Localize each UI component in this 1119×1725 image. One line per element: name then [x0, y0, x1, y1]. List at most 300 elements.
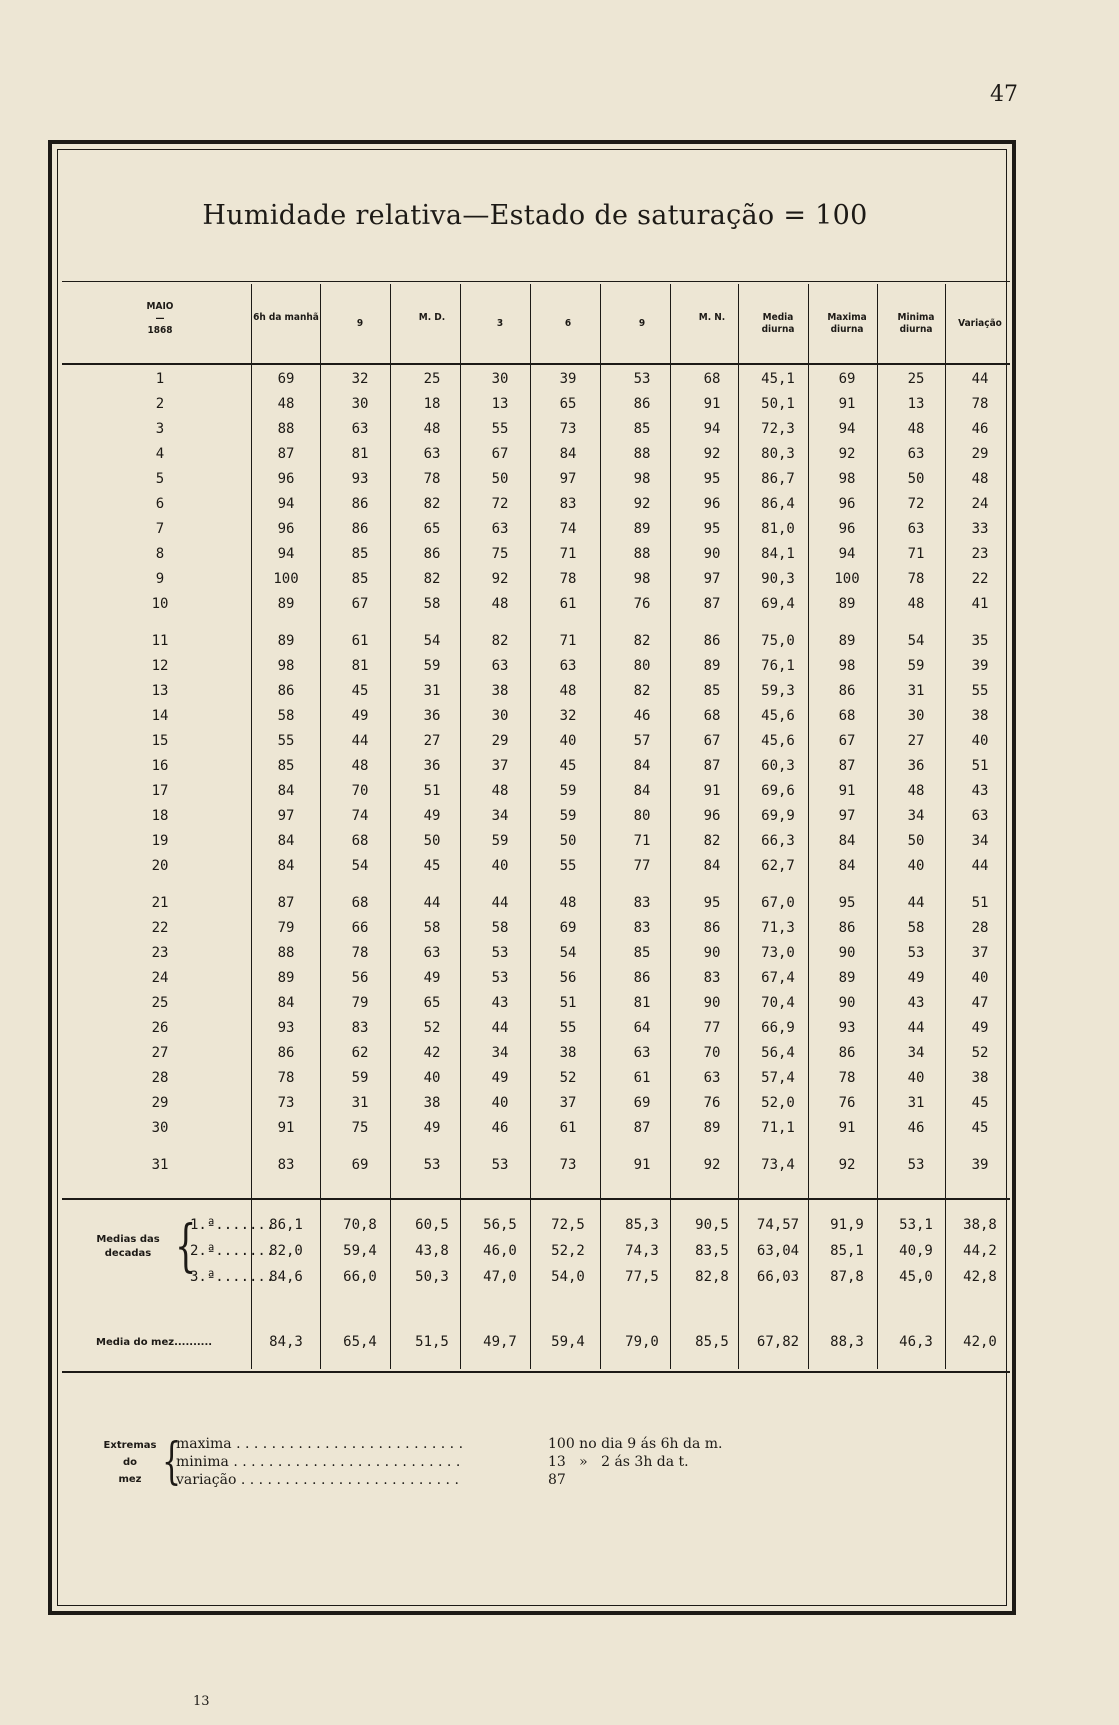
day-value: 93	[838, 1020, 856, 1036]
day-value: 44	[351, 733, 369, 749]
day-value: 83	[633, 920, 651, 936]
day-value: 41	[971, 596, 989, 612]
decade-value: 54,0	[551, 1269, 585, 1285]
day-value: 50	[559, 833, 577, 849]
day-value: 94	[277, 546, 295, 562]
day-value: 50	[423, 833, 441, 849]
day-value: 84	[633, 783, 651, 799]
day-value: 83	[559, 496, 577, 512]
day-value: 62,7	[761, 858, 795, 874]
day-value: 98	[633, 571, 651, 587]
day-value: 33	[971, 521, 989, 537]
day-value: 96	[703, 496, 721, 512]
day-value: 24	[971, 496, 989, 512]
day-number: 11	[151, 633, 169, 649]
header-col: Variação	[958, 318, 1002, 329]
day-value: 77	[633, 858, 651, 874]
day-value: 64	[633, 1020, 651, 1036]
day-value: 48	[559, 895, 577, 911]
decade-value: 66,03	[756, 1269, 800, 1285]
day-number: 4	[155, 446, 165, 462]
extreme-label: variação . . . . . . . . . . . . . . . . . . . . . . . . .	[176, 1472, 459, 1488]
decade-value: 85,1	[830, 1243, 864, 1259]
day-value: 84	[277, 783, 295, 799]
day-value: 92	[703, 446, 721, 462]
day-value: 51	[971, 758, 989, 774]
extremes-brace: {	[162, 1432, 182, 1490]
day-value: 81	[351, 658, 369, 674]
day-value: 87	[703, 596, 721, 612]
day-value: 91	[633, 1157, 651, 1173]
day-value: 60,3	[761, 758, 795, 774]
day-value: 96	[838, 496, 856, 512]
extreme-value: 13 » 2 ás 3h da t.	[548, 1454, 689, 1470]
extremes-label-line2: do	[122, 1457, 138, 1468]
day-value: 69	[277, 371, 295, 387]
decade-value: 91,9	[830, 1217, 864, 1233]
day-value: 27	[907, 733, 925, 749]
footer-number: 13	[193, 1694, 210, 1709]
day-number: 16	[151, 758, 169, 774]
day-value: 71,1	[761, 1120, 795, 1136]
day-value: 56	[559, 970, 577, 986]
header-col: 3	[496, 318, 504, 329]
day-value: 48	[907, 783, 925, 799]
day-value: 13	[907, 396, 925, 412]
day-value: 94	[277, 496, 295, 512]
decade-value: 83,5	[695, 1243, 729, 1259]
day-value: 97	[838, 808, 856, 824]
day-value: 54	[559, 945, 577, 961]
day-value: 53	[907, 945, 925, 961]
day-value: 91	[703, 783, 721, 799]
day-value: 54	[423, 633, 441, 649]
day-value: 55	[971, 683, 989, 699]
day-value: 55	[277, 733, 295, 749]
day-value: 51	[971, 895, 989, 911]
day-value: 83	[277, 1157, 295, 1173]
day-value: 51	[559, 995, 577, 1011]
day-number: 26	[151, 1020, 169, 1036]
day-value: 74	[351, 808, 369, 824]
day-value: 63	[423, 945, 441, 961]
day-value: 49	[907, 970, 925, 986]
day-value: 92	[838, 446, 856, 462]
day-value: 48	[907, 421, 925, 437]
rule-days-bottom	[62, 1198, 1010, 1200]
day-value: 87	[703, 758, 721, 774]
day-value: 85	[633, 945, 651, 961]
day-number: 6	[155, 496, 165, 512]
header-dash: —	[155, 313, 165, 324]
day-value: 58	[423, 920, 441, 936]
day-value: 96	[277, 521, 295, 537]
day-value: 63	[633, 1045, 651, 1061]
day-value: 90	[838, 995, 856, 1011]
day-value: 39	[971, 658, 989, 674]
day-value: 67	[703, 733, 721, 749]
day-value: 45	[351, 683, 369, 699]
day-value: 34	[491, 808, 509, 824]
day-value: 59	[491, 833, 509, 849]
day-value: 55	[491, 421, 509, 437]
day-value: 82	[633, 633, 651, 649]
header-col: M. N.	[698, 312, 726, 323]
day-value: 83	[351, 1020, 369, 1036]
day-value: 50,1	[761, 396, 795, 412]
day-value: 49	[971, 1020, 989, 1036]
day-value: 84,1	[761, 546, 795, 562]
decade-value: 82,0	[269, 1243, 303, 1259]
day-value: 57	[633, 733, 651, 749]
day-value: 89	[703, 658, 721, 674]
day-value: 79	[277, 920, 295, 936]
day-value: 76,1	[761, 658, 795, 674]
day-number: 19	[151, 833, 169, 849]
day-value: 90	[703, 546, 721, 562]
day-value: 86	[838, 1045, 856, 1061]
day-value: 59	[559, 783, 577, 799]
day-value: 70,4	[761, 995, 795, 1011]
table-title: Humidade relativa—Estado de saturação = 100	[202, 200, 868, 231]
day-value: 93	[351, 471, 369, 487]
extreme-label: maxima . . . . . . . . . . . . . . . . . . . . . . . . . .	[176, 1436, 464, 1452]
day-value: 63	[907, 446, 925, 462]
day-number: 30	[151, 1120, 169, 1136]
decade-value: 42,8	[963, 1269, 997, 1285]
day-value: 86	[423, 546, 441, 562]
day-value: 59	[559, 808, 577, 824]
day-value: 32	[351, 371, 369, 387]
day-value: 75	[351, 1120, 369, 1136]
day-value: 36	[423, 708, 441, 724]
day-value: 30	[491, 371, 509, 387]
decade-value: 59,4	[343, 1243, 377, 1259]
day-value: 36	[423, 758, 441, 774]
day-value: 82	[703, 833, 721, 849]
rule-header-bottom	[62, 363, 1010, 365]
decade-value: 90,5	[695, 1217, 729, 1233]
day-value: 44	[971, 858, 989, 874]
day-value: 44	[907, 895, 925, 911]
day-value: 37	[971, 945, 989, 961]
day-value: 98	[633, 471, 651, 487]
decade-value: 50,3	[415, 1269, 449, 1285]
day-value: 67	[491, 446, 509, 462]
decade-value: 63,04	[756, 1243, 800, 1259]
decade-label: 2.ª.......	[190, 1243, 275, 1259]
day-value: 59	[351, 1070, 369, 1086]
day-value: 57,4	[761, 1070, 795, 1086]
day-value: 78	[971, 396, 989, 412]
day-value: 98	[277, 658, 295, 674]
month-mean-value: 84,3	[269, 1334, 303, 1350]
day-value: 92	[703, 1157, 721, 1173]
day-value: 40	[907, 1070, 925, 1086]
month-mean-value: 67,82	[756, 1334, 800, 1350]
month-mean-value: 79,0	[625, 1334, 659, 1350]
day-value: 45,1	[761, 371, 795, 387]
day-value: 51	[423, 783, 441, 799]
decade-value: 77,5	[625, 1269, 659, 1285]
extremes-label-line1: Extremas	[103, 1440, 157, 1451]
day-value: 48	[907, 596, 925, 612]
decade-value: 44,2	[963, 1243, 997, 1259]
day-value: 53	[633, 371, 651, 387]
day-value: 44	[971, 371, 989, 387]
day-value: 78	[423, 471, 441, 487]
day-value: 87	[633, 1120, 651, 1136]
day-value: 94	[703, 421, 721, 437]
day-value: 98	[838, 471, 856, 487]
day-value: 40	[971, 970, 989, 986]
day-value: 56,4	[761, 1045, 795, 1061]
day-number: 17	[151, 783, 169, 799]
decade-value: 52,2	[551, 1243, 585, 1259]
day-value: 71	[559, 546, 577, 562]
rule-means-bottom	[62, 1371, 1010, 1373]
day-value: 86	[277, 683, 295, 699]
day-value: 68	[838, 708, 856, 724]
day-value: 88	[277, 421, 295, 437]
day-value: 86,7	[761, 471, 795, 487]
extremes-label	[94, 1437, 166, 1488]
day-value: 83	[633, 895, 651, 911]
day-value: 94	[838, 546, 856, 562]
day-value: 82	[423, 571, 441, 587]
column-separator	[251, 284, 252, 1369]
day-value: 91	[703, 396, 721, 412]
header-col: M. D.	[418, 312, 446, 323]
day-value: 94	[838, 421, 856, 437]
day-value: 49	[351, 708, 369, 724]
day-value: 39	[971, 1157, 989, 1173]
day-value: 29	[491, 733, 509, 749]
day-value: 89	[277, 970, 295, 986]
day-value: 48	[491, 783, 509, 799]
day-value: 46	[907, 1120, 925, 1136]
day-value: 67,0	[761, 895, 795, 911]
day-value: 63	[491, 658, 509, 674]
day-value: 38	[971, 708, 989, 724]
day-value: 13	[491, 396, 509, 412]
day-value: 54	[351, 858, 369, 874]
day-value: 53	[907, 1157, 925, 1173]
day-value: 65	[423, 995, 441, 1011]
day-value: 34	[907, 1045, 925, 1061]
day-value: 46	[971, 421, 989, 437]
day-value: 61	[559, 596, 577, 612]
day-value: 40	[491, 1095, 509, 1111]
day-value: 97	[277, 808, 295, 824]
day-value: 68	[703, 708, 721, 724]
day-value: 31	[907, 1095, 925, 1111]
day-value: 86	[351, 521, 369, 537]
day-value: 45	[971, 1120, 989, 1136]
day-value: 84	[703, 858, 721, 874]
day-number: 15	[151, 733, 169, 749]
month-mean-value: 65,4	[343, 1334, 377, 1350]
day-value: 67	[351, 596, 369, 612]
decade-label: 3.ª.......	[190, 1269, 275, 1285]
day-value: 37	[559, 1095, 577, 1111]
day-value: 90	[838, 945, 856, 961]
day-value: 91	[838, 1120, 856, 1136]
day-value: 81	[633, 995, 651, 1011]
day-number: 8	[155, 546, 165, 562]
day-value: 73	[277, 1095, 295, 1111]
day-number: 14	[151, 708, 169, 724]
decade-value: 85,3	[625, 1217, 659, 1233]
day-value: 81	[351, 446, 369, 462]
day-value: 78	[277, 1070, 295, 1086]
day-number: 2	[155, 396, 165, 412]
day-value: 45	[971, 1095, 989, 1111]
day-value: 30	[351, 396, 369, 412]
day-value: 48	[423, 421, 441, 437]
day-number: 20	[151, 858, 169, 874]
day-value: 58	[907, 920, 925, 936]
decade-value: 43,8	[415, 1243, 449, 1259]
day-number: 28	[151, 1070, 169, 1086]
day-value: 86	[351, 496, 369, 512]
day-value: 91	[838, 783, 856, 799]
day-value: 35	[971, 633, 989, 649]
day-value: 85	[277, 758, 295, 774]
day-value: 90	[703, 945, 721, 961]
day-value: 38	[423, 1095, 441, 1111]
day-value: 92	[838, 1157, 856, 1173]
day-value: 50	[907, 471, 925, 487]
day-value: 52	[423, 1020, 441, 1036]
day-value: 55	[559, 858, 577, 874]
day-value: 63	[559, 658, 577, 674]
day-value: 45	[559, 758, 577, 774]
month-mean-value: 85,5	[695, 1334, 729, 1350]
day-value: 72	[491, 496, 509, 512]
day-value: 53	[491, 970, 509, 986]
day-value: 50	[907, 833, 925, 849]
header-year: 1868	[147, 325, 173, 336]
decade-value: 47,0	[483, 1269, 517, 1285]
day-value: 58	[277, 708, 295, 724]
day-value: 59,3	[761, 683, 795, 699]
day-value: 97	[703, 571, 721, 587]
day-value: 45,6	[761, 733, 795, 749]
day-value: 84	[559, 446, 577, 462]
decade-value: 70,8	[343, 1217, 377, 1233]
day-value: 66	[351, 920, 369, 936]
day-value: 53	[423, 1157, 441, 1173]
day-value: 38	[559, 1045, 577, 1061]
day-value: 53	[491, 1157, 509, 1173]
day-value: 73	[559, 1157, 577, 1173]
day-value: 37	[491, 758, 509, 774]
day-value: 48	[559, 683, 577, 699]
day-value: 67	[838, 733, 856, 749]
day-number: 12	[151, 658, 169, 674]
column-separator	[320, 284, 321, 1369]
day-value: 38	[491, 683, 509, 699]
page-number: 47	[990, 82, 1018, 107]
day-value: 72,3	[761, 421, 795, 437]
day-value: 30	[491, 708, 509, 724]
day-value: 69	[633, 1095, 651, 1111]
day-value: 77	[703, 1020, 721, 1036]
decade-value: 82,8	[695, 1269, 729, 1285]
day-value: 92	[633, 496, 651, 512]
day-value: 31	[351, 1095, 369, 1111]
day-value: 84	[633, 758, 651, 774]
day-value: 59	[423, 658, 441, 674]
decade-value: 86,1	[269, 1217, 303, 1233]
day-value: 83	[703, 970, 721, 986]
day-value: 61	[351, 633, 369, 649]
day-value: 65	[559, 396, 577, 412]
day-value: 98	[838, 658, 856, 674]
day-value: 71	[633, 833, 651, 849]
decade-value: 38,8	[963, 1217, 997, 1233]
day-value: 85	[633, 421, 651, 437]
day-value: 49	[423, 1120, 441, 1136]
day-value: 34	[907, 808, 925, 824]
extreme-label: minima . . . . . . . . . . . . . . . . . . . . . . . . . .	[176, 1454, 461, 1470]
day-value: 63	[351, 421, 369, 437]
day-value: 89	[633, 521, 651, 537]
day-value: 86	[633, 970, 651, 986]
month-mean-value: 49,7	[483, 1334, 517, 1350]
day-value: 23	[971, 546, 989, 562]
day-value: 71	[907, 546, 925, 562]
day-value: 29	[971, 446, 989, 462]
decade-value: 87,8	[830, 1269, 864, 1285]
day-value: 44	[423, 895, 441, 911]
day-value: 68	[703, 371, 721, 387]
day-value: 25	[423, 371, 441, 387]
header-col: Minima diurna	[897, 312, 935, 335]
day-value: 34	[971, 833, 989, 849]
day-value: 58	[491, 920, 509, 936]
day-value: 44	[491, 1020, 509, 1036]
decade-value: 40,9	[899, 1243, 933, 1259]
day-value: 69	[838, 371, 856, 387]
day-value: 89	[838, 596, 856, 612]
day-value: 63	[907, 521, 925, 537]
day-value: 52	[971, 1045, 989, 1061]
day-value: 31	[423, 683, 441, 699]
day-value: 49	[491, 1070, 509, 1086]
day-value: 80,3	[761, 446, 795, 462]
day-value: 36	[907, 758, 925, 774]
day-value: 40	[907, 858, 925, 874]
day-number: 24	[151, 970, 169, 986]
day-number: 18	[151, 808, 169, 824]
day-value: 100	[273, 571, 299, 587]
day-value: 74	[559, 521, 577, 537]
day-value: 43	[491, 995, 509, 1011]
day-value: 100	[834, 571, 860, 587]
day-value: 30	[907, 708, 925, 724]
day-value: 72	[907, 496, 925, 512]
day-value: 69,6	[761, 783, 795, 799]
day-value: 87	[277, 446, 295, 462]
day-value: 54	[907, 633, 925, 649]
day-value: 40	[491, 858, 509, 874]
day-value: 47	[971, 995, 989, 1011]
day-value: 85	[351, 546, 369, 562]
decade-value: 84,6	[269, 1269, 303, 1285]
day-value: 52	[559, 1070, 577, 1086]
